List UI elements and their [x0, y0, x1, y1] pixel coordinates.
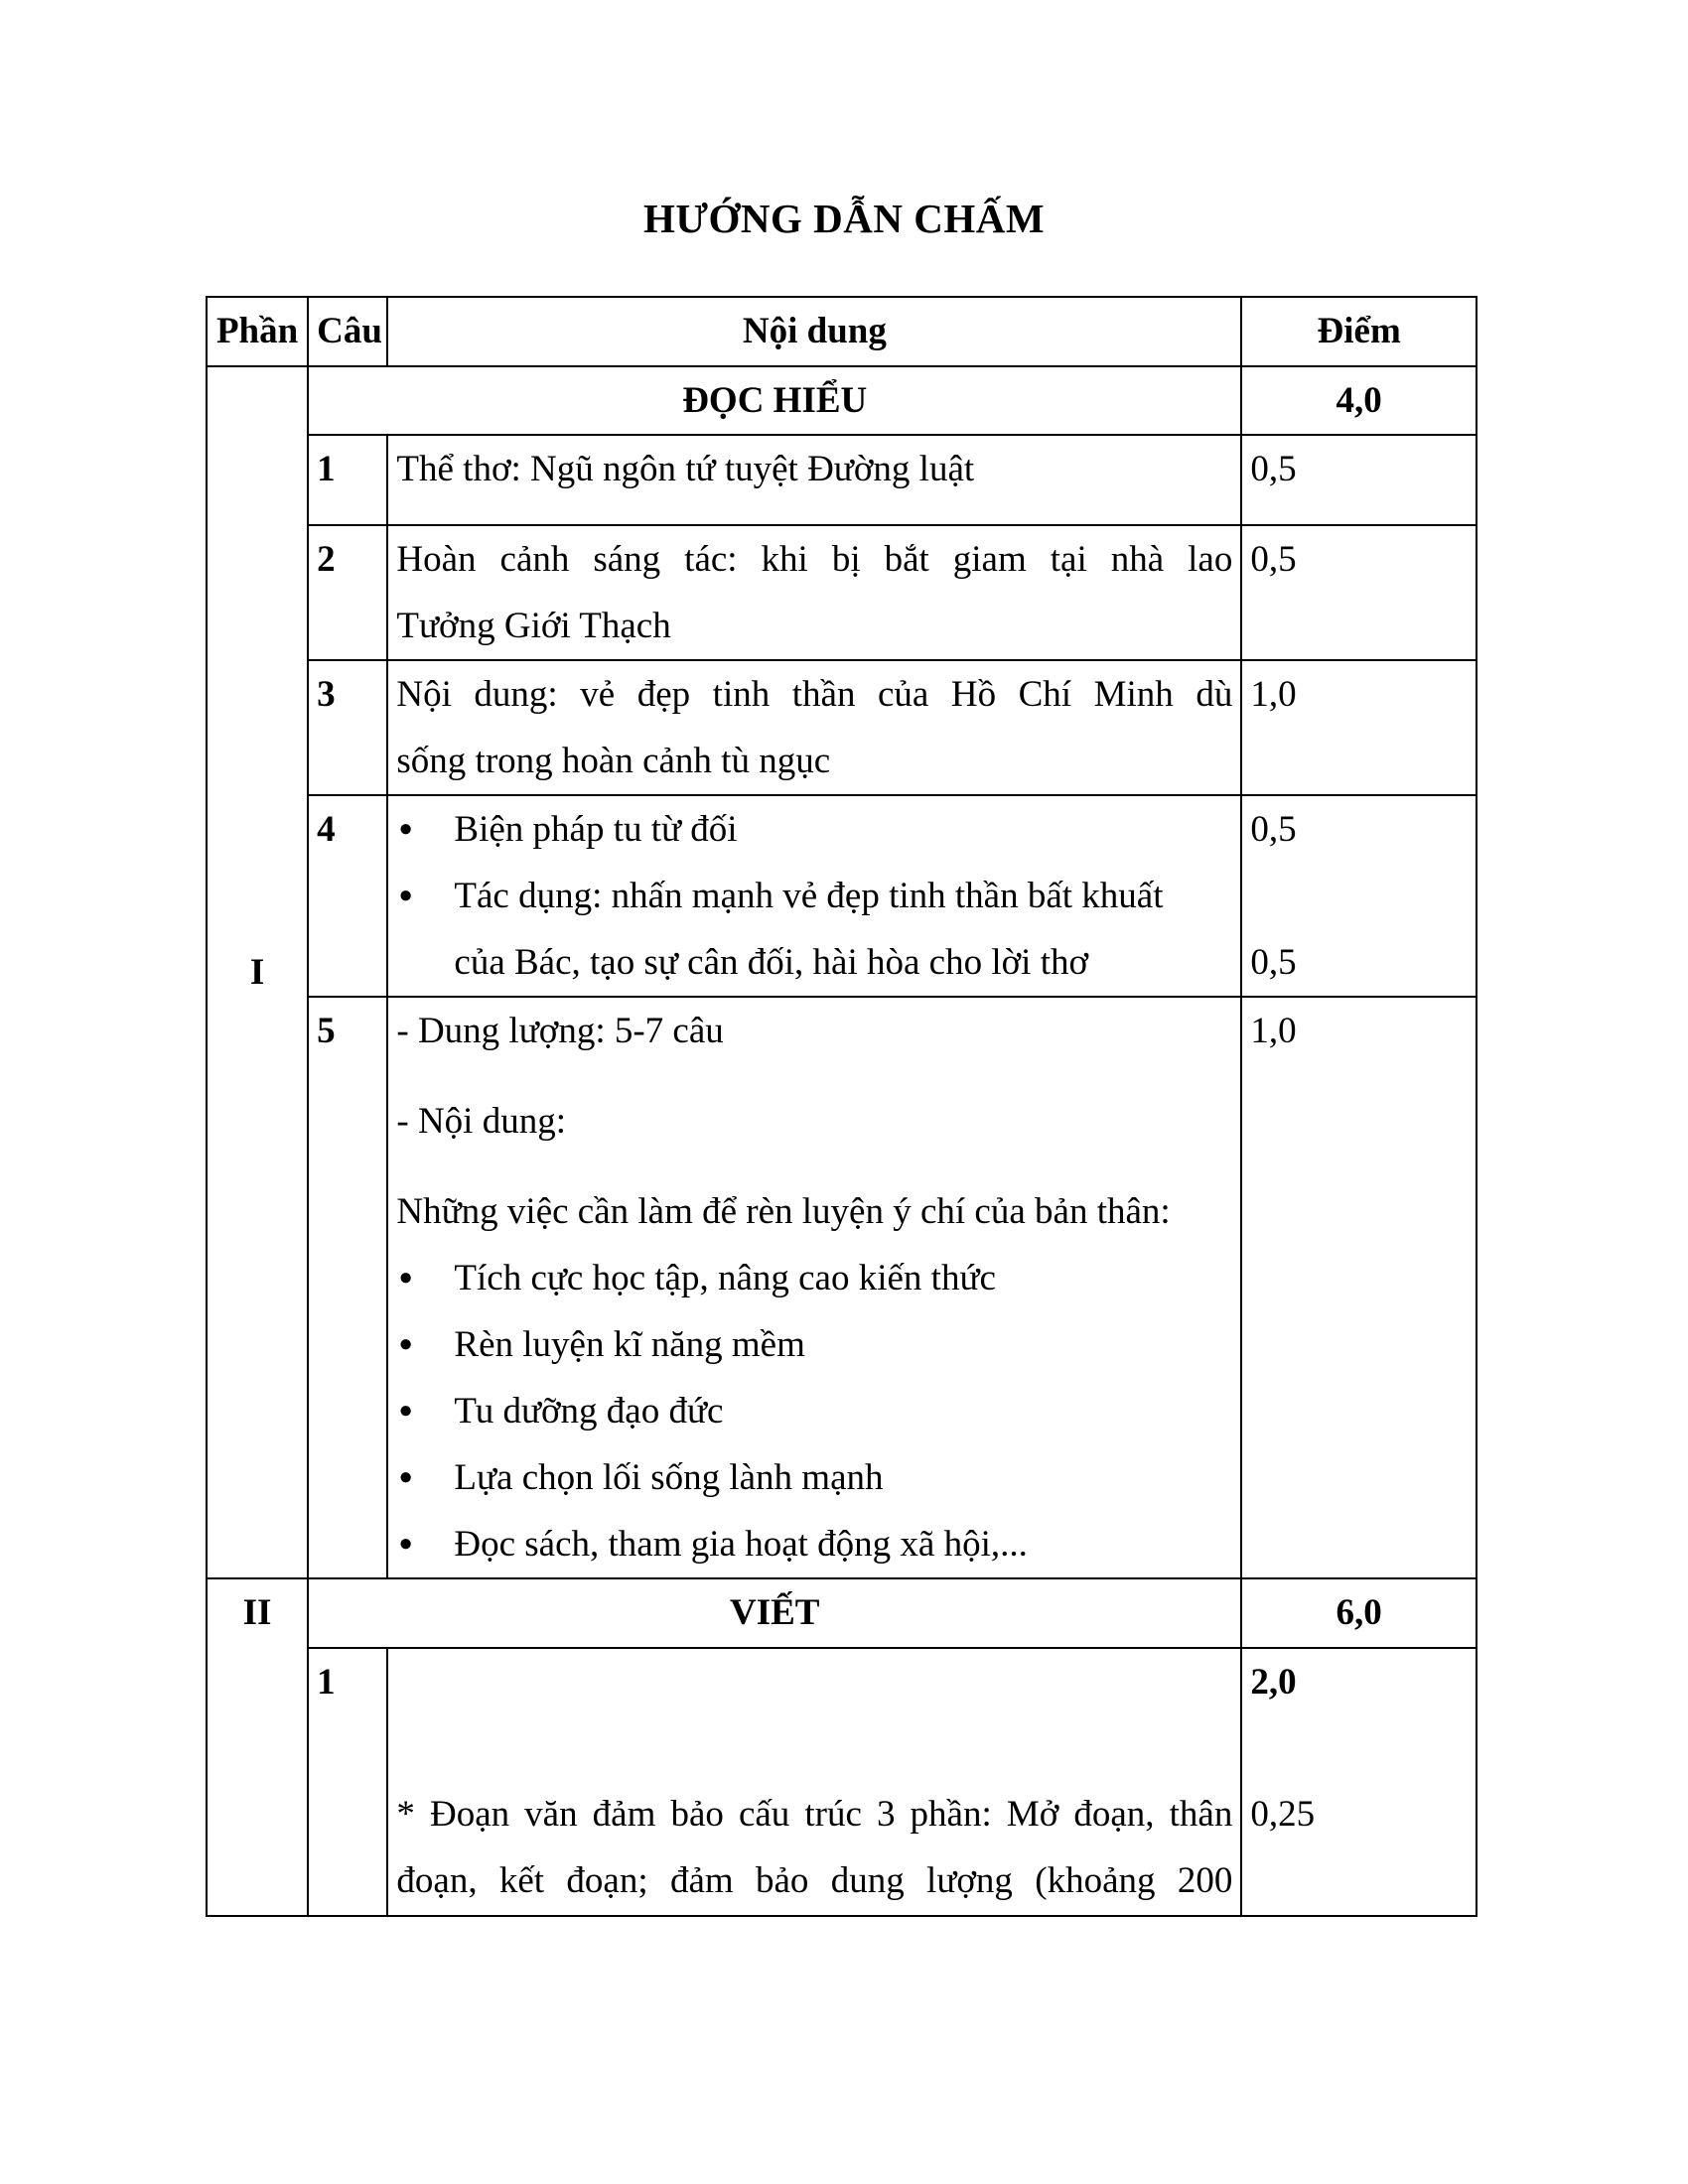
table-header-row: [207, 297, 1477, 366]
header-phan: Phần: [207, 297, 308, 366]
table-row: [207, 660, 1477, 795]
question-number: 5: [308, 997, 387, 1578]
question-score: [1241, 795, 1477, 997]
part-label: I: [207, 366, 308, 1578]
table-row: [207, 1648, 1477, 1916]
header-noi-dung: Nội dung: [387, 297, 1241, 366]
score-value: 2,0: [1250, 1662, 1297, 1703]
content-line: * Đoạn văn đảm bảo cấu trúc 3 phần: Mở đoạn, thân: [396, 1794, 1233, 1835]
content-line: Tưởng Giới Thạch: [396, 606, 671, 646]
list-item: [396, 863, 1232, 996]
question-score: 0,5: [1241, 525, 1477, 660]
list-item: ● Biện pháp tu từ đối: [396, 796, 1232, 863]
bullet-list: [396, 796, 1232, 996]
question-number: 2: [308, 525, 387, 660]
page-title: HƯỚNG DẪN CHẤM: [642, 196, 1046, 241]
question-number: 3: [308, 660, 387, 795]
table-row: [207, 997, 1477, 1578]
content-line: sống trong hoàn cảnh tù ngục: [396, 741, 831, 781]
question-content: [387, 525, 1241, 660]
question-content: [387, 1648, 1241, 1916]
section-score: 6,0: [1241, 1578, 1477, 1648]
question-number: 1: [308, 1648, 387, 1916]
section-title: VIẾT: [308, 1578, 1241, 1648]
score-spacer: [1250, 863, 1468, 929]
content-line: Những việc cần làm để rèn luyện ý chí của bản thân:: [396, 1191, 1171, 1232]
list-item: ● Lựa chọn lối sống lành mạnh: [396, 1444, 1232, 1511]
bullet-list: [396, 1245, 1232, 1577]
question-score: 0,5: [1241, 435, 1477, 525]
score-value: 0,25: [1250, 1794, 1316, 1835]
header-diem: Điểm: [1241, 297, 1477, 366]
score-value: 0,5: [1250, 809, 1297, 850]
question-score: [1241, 1648, 1477, 1916]
list-item: ● Tu dưỡng đạo đức: [396, 1378, 1232, 1444]
list-item: ● Đọc sách, tham gia hoạt động xã hội,...: [396, 1511, 1232, 1577]
score-value: 0,5: [1250, 942, 1297, 983]
content-line: của Bác, tạo sự cân đối, hài hòa cho lời thơ: [454, 942, 1089, 983]
spacer: [396, 1155, 1232, 1178]
spacer: [1250, 1715, 1468, 1781]
spacer: [396, 1649, 1232, 1715]
question-score: 1,0: [1241, 997, 1477, 1578]
list-item: ● Tích cực học tập, nâng cao kiến thức: [396, 1245, 1232, 1311]
question-content: [387, 660, 1241, 795]
table-row: [207, 1578, 1477, 1648]
question-score: 1,0: [1241, 660, 1477, 795]
table-row: [207, 435, 1477, 525]
content-line: Hoàn cảnh sáng tác: khi bị bắt giam tại nhà lao: [396, 539, 1233, 580]
question-number: 1: [308, 435, 387, 525]
table-row: [207, 795, 1477, 997]
question-content: Thể thơ: Ngũ ngôn tứ tuyệt Đường luật: [387, 435, 1241, 525]
header-cau: Câu: [308, 297, 387, 366]
section-title: ĐỌC HIỂU: [308, 366, 1241, 435]
content-line: đoạn, kết đoạn; đảm bảo dung lượng (khoảng 200: [396, 1860, 1233, 1901]
content-line: ● Tác dụng: nhấn mạnh vẻ đẹp tinh thần bất khuất: [454, 876, 1164, 916]
section-score: 4,0: [1241, 366, 1477, 435]
question-number: 4: [308, 795, 387, 997]
spacer: [396, 1064, 1232, 1088]
list-item: ● Rèn luyện kĩ năng mềm: [396, 1311, 1232, 1378]
grading-table: [206, 296, 1477, 1917]
content-line: - Nội dung:: [396, 1101, 566, 1142]
table-row: [207, 366, 1477, 435]
table-row: [207, 525, 1477, 660]
question-content: [387, 997, 1241, 1578]
content-line: Nội dung: vẻ đẹp tinh thần của Hồ Chí Minh dù: [396, 674, 1233, 715]
question-content: [387, 795, 1241, 997]
spacer: [396, 1715, 1232, 1781]
part-label: II: [207, 1578, 308, 1916]
content-line: - Dung lượng: 5-7 câu: [396, 1011, 724, 1051]
